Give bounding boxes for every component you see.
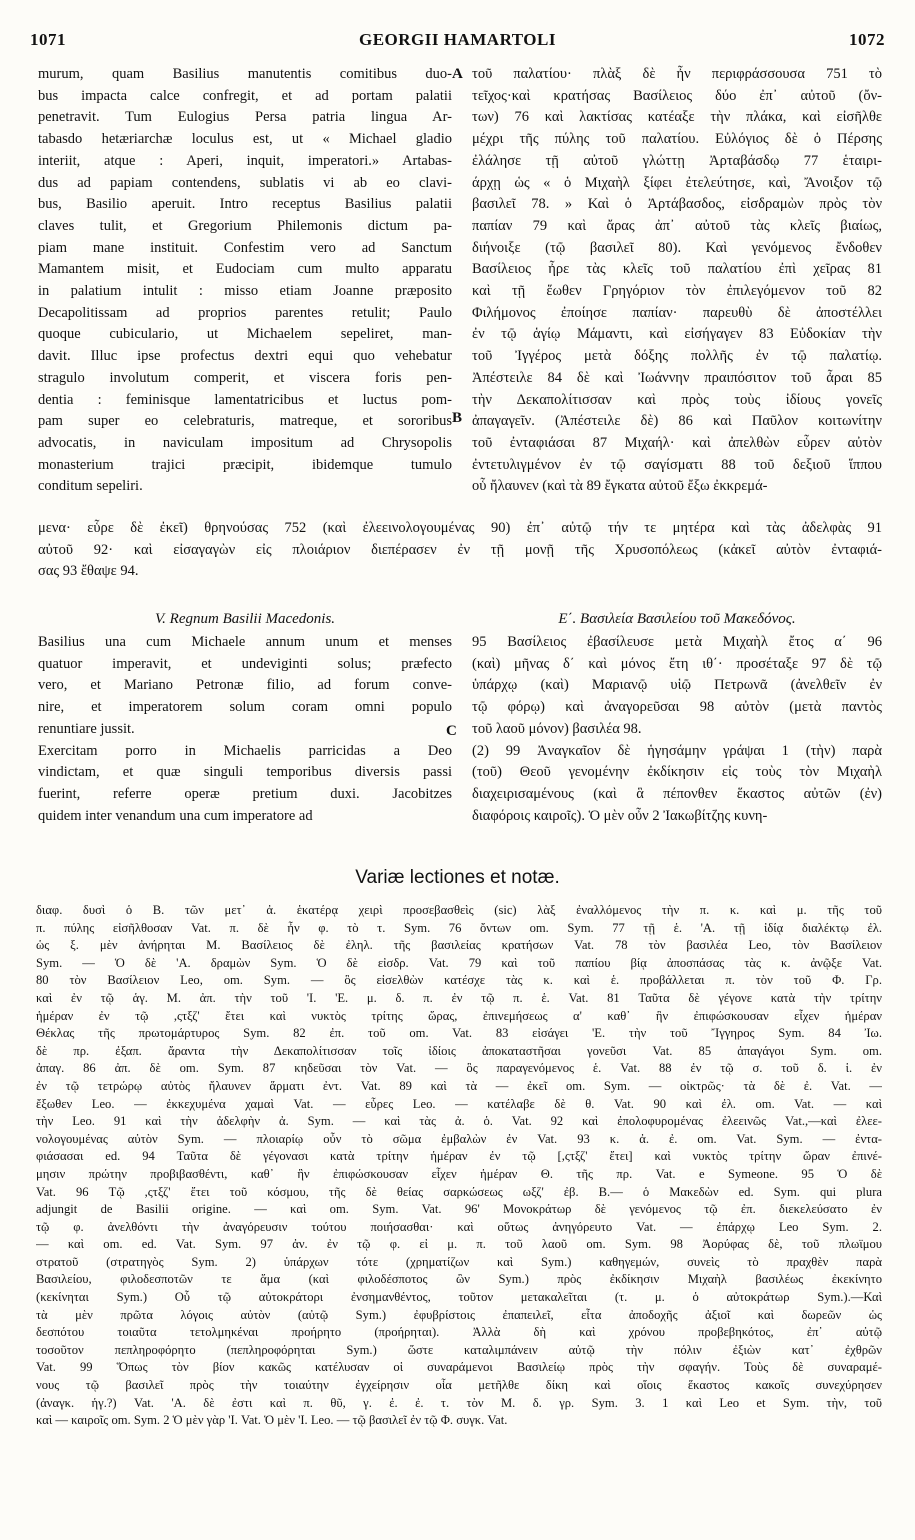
note-line: — καὶ om. ed. Vat. Sym. 97 ἀν. ἐν τῷ φ. εἰ μ. π. τοῦ λαοῦ om. Sym. 98 Ἀορύφας δὲ, τοῦ πλωϊμου [36, 1237, 882, 1252]
note-line: ἐν τῷ τετρώρῳ αὐτὸς ἤλαυνεν ἅρματι ἐντ. Vat. 89 καὶ τὰ — ἐκεῖ om. Sym. — οἰκτρῶς· τὰ δὲ ἐ. Vat. — [36, 1078, 882, 1093]
latin-text-line: Exercitam porro in Michaelis parricidas a Deo [38, 742, 452, 759]
latin-text-line: quoque cubiculario, ut Michaelem sepeliret, man- [38, 326, 452, 343]
running-header [30, 30, 885, 54]
latin-text-line: advocatis, in naviculam impositum ad Chrysopolis [38, 434, 452, 451]
greek-text-line: διαχειρισαμένους (καὶ ἃ πέπονθεν ἕκαστος αὐτῶν (ἐν) [472, 785, 882, 802]
latin-text-line: quatuor imperavit, et undeviginti solus; præfecto [38, 655, 452, 672]
greek-text-line: των) 76 καὶ λακτίσας κατέαξε τὴν πλάκα, καὶ εἰσῆλθε [472, 109, 882, 126]
greek-text-line: τὴν Δεκαπολίτισσαν καὶ πρὸς τοὺς ἰδίους γονεῖς [472, 391, 882, 408]
greek-text-line: οὗ ἤλαυνεν (καὶ τὰ 89 ἔγκατα αὐτοῦ ἔξω ἐκκρεμά- [472, 478, 768, 495]
note-line: Θέκλας τῆς πρωτομάρτυρος Sym. 82 ἐπ. τοῦ om. Vat. 83 εἰσάγει 'Ε. τὴν τοῦ Ἴγγηρος Sym. 84 Ἰω. [36, 1026, 882, 1041]
greek-text-line: Ἀπέστειλε 84 δὲ καὶ Ἰωάννην πραιπόσιτον τοῦ ἆραι 85 [472, 369, 882, 386]
greek-text-line: (2) 99 Ἀναγκαῖον δὲ ἡγησάμην γράψαι 1 (τὴν) παρὰ [472, 742, 882, 759]
greek-column-bottom [472, 632, 882, 827]
greek-text-line: ἐν τῷ ἁγίῳ Μάμαντι, καὶ εἰσήγαγεν 83 Εὐδοκίαν τὴν [472, 326, 882, 343]
note-line: Βασιλείου, φιλοδεσποτῶν τε ἅμα (καὶ φιλοδέσποτος ὢν Sym.) πρὸς ἐκδίκησιν Μιχαὴλ βασιλέως ἐκεκίνητο [36, 1272, 882, 1287]
margin-marker-b: B [452, 410, 463, 426]
note-line: νους τῷ βασιλεῖ πρὸς τὴν τοιαύτην ἐγχείρησιν οἷα μετῆλθε δίκη καὶ οἵοις ἕκαστος κακοῖς συνεχύρησεν [36, 1378, 882, 1393]
greek-text-line: Βασίλειος ἦρε τὰς κλεῖς τοῦ παλατίου ἐπὶ χεῖρας 81 [472, 261, 882, 278]
latin-text-line: tabasdo hetæriarchæ loculus est, ut « Michael gladio [38, 131, 452, 148]
note-line: δεσπότου τοιαῦτα τετολμηκέναι προήρητο (προήρηται). Ἀλλὰ δὴ καὶ χρόνου προβεβηκότος, ἐπ᾽ αὐτῷ [36, 1325, 882, 1340]
note-line: Vat. 99 Ὅπως τὸν βίον κακῶς κατέλυσαν οἱ συναράμενοι Βασιλείῳ πρὸς τὴν σφαγήν. Τοὺς δὲ συναραμέ- [36, 1360, 882, 1375]
greek-text-line: ἐλάλησε τῇ αὐτοῦ γλώττῃ Ἀρταβάσδῳ 77 ἑταιρι- [472, 152, 882, 169]
latin-text-line: penetravit. Tum Eulogius Persa patria lingua Ar- [38, 109, 452, 126]
note-line: ἀπαγ. 86 ἀπ. δὲ om. Sym. 87 κηδεῦσαι τὸν Vat. — ὃς παραγενόμενος ἑ. Vat. 88 ἐν τῷ σ. τοῦ δ. ἱ. ἐν [36, 1061, 882, 1076]
greek-text-line: άρχῃ ὡς « ὁ Μιχαὴλ ξίφει ἐτελεύτησε, καὶ, Ἄνοιξον τῷ [472, 174, 882, 191]
note-line: (κεκίνηται Sym.) Οὗ τῷ αὐτοκράτορι ἐνσημανθέντος, τοῦτον μετακαλεῖται (τ. μ. ὁ αὐτοκράτωρ Sym.).—Καὶ [36, 1290, 882, 1305]
note-line: μησιν πρώτην προβιβασθέντι, καθ᾽ ἣν ἐπιφώσκουσαν εἶχεν ἡμέραν Θ. τῆς πρ. Vat. e Symeone. 95 Ὁ δὲ [36, 1166, 882, 1181]
latin-text-line: Basilius una cum Michaele annum unum et menses [38, 634, 452, 650]
notes-heading: Variæ lectiones et notæ. [355, 867, 560, 888]
variant-readings-notes [36, 902, 882, 1430]
greek-text-line: βασιλεῖ 78. » Καὶ ὁ Ἀρτάβασδος, εἰσδραμὼν πρὸς τὸν [472, 196, 882, 213]
latin-text-line: pam super eo celebraturis, matreque, et sororibus [38, 413, 452, 430]
page-number-right: 1072 [849, 30, 885, 49]
running-title: GEORGII HAMARTOLI [359, 30, 556, 49]
note-line: ἡμέραν ἐν τῷ ,ςτξζ' ἔτει καὶ νυκτὸς τρίτης ὥρας, ἐπινεμήσεως α' καθ᾽ ἣν ἐπιφώσκουσαν εἶχεν ἡμέραν [36, 1008, 882, 1023]
section-title-latin: V. Regnum Basilii Macedonis. [154, 611, 336, 627]
note-line: 80 τὸν Βασίλειον Leo, om. Sym. — ὃς εἰσελθὼν κατέσχε τὰς κ. καὶ ἑ. προβάλλεται π. τὸν τοῦ Φ. Γρ. [36, 973, 882, 988]
note-line: ὡς ξ. μὲν ἀνήρηται M. Βασίλειος δὲ ἐληλ. τῆς βασιλείας κρατήσων Vat. 78 τὸν βασιλέα Leo, τὸν Βασίλειον [36, 938, 882, 953]
greek-text-line: ἐντετυλιγμένον ἐν τῷ σαγίσματι 88 τοῦ δεξιοῦ ἵππου [472, 456, 882, 473]
note-line: δὲ πρ. ἐξαπ. ἄραντα τὴν Δεκαπολίτισσαν τοῖς ἰδίοις ἀποκαταστῆσαι γονεῦσι Vat. 85 ἀπαγάγοι Sym. om. [36, 1043, 882, 1058]
greek-text-line: (τοῦ) Θεοῦ γενομένην ἐκδίκησιν εἰς τοὺς τὸν Μιχαὴλ [472, 764, 882, 781]
latin-text-line: vero, et Mariano Petronæ filio, ad forum conve- [38, 677, 452, 694]
note-line: καὶ — καιροῖς om. Sym. 2 Ὁ μὲν γὰρ 'Ι. Vat. Ὁ μὲν 'Ι. Leo. — τῷ βασιλεῖ ἐν τῷ Φ. συγκ. Vat. [36, 1413, 508, 1428]
margin-marker-a: A [452, 66, 463, 82]
note-line: τὰ μὲν πρῶτα λόγοις αὐτὸν (αὐτῷ Sym.) ἐφυβρίστοις ἐπαπειλεῖ, εἶτα ἀποδοχῆς ἀξιοῖ καὶ δωρεῶν ὡς [36, 1307, 882, 1322]
greek-text-line: διήνοιξε (τῷ βασιλεῖ 80). Καὶ γενόμενος ἔνδοθεν [472, 239, 882, 256]
latin-text-line: monasterium trajici præcipit, ibidemque tumulo [38, 456, 452, 473]
latin-text-line: bus impacta calce confregit, et ad portam palatii [38, 87, 452, 104]
greek-text-line: διαφόροις καιροῖς). Ὁ μὲν οὖν 2 Ἰακωβίτζης κυνη- [472, 807, 768, 824]
latin-text-line: nire, et imperatorem solum coram omni populo [38, 699, 452, 716]
latin-text-line: dus ad papiam contendens, sublatis vi ab eo clavi- [38, 174, 452, 191]
note-line: καὶ ἐν τῷ ἁγ. M. ἀπ. τὴν τοῦ 'Ι. 'Ε. μ. δ. π. ἐν τῷ π. ἑ. Vat. 81 Ταῦτα δὲ γέγονε κατὰ τὴν τρίτην [36, 990, 882, 1005]
greek-text-line: Φιλήμονος ἐποίησε παπίαν· παρευθὺ δὲ ἀποστέλλει [472, 304, 882, 321]
note-line: διαφ. δυσὶ ὁ Β. τῶν μετ᾽ ἀ. ἑκατέρᾳ χειρὶ προσεβασθεὶς (sic) λὰξ ἐναλλόμενος τὴν π. κ. καὶ μ. τῆς τοῦ [36, 903, 882, 917]
greek-text-line: σας 93 ἔθαψε 94. [38, 563, 139, 580]
greek-text-line: τεῖχος·καὶ κρατήσας Βασίλειος δύο ἐπ᾽ αὐτοῦ (ὄν- [472, 87, 882, 104]
latin-text-line: fuerint, referre operæ pretium duxi. Jacobitzes [38, 785, 452, 802]
greek-text-line: αὐτοῦ 92· καὶ εἰσαγαγὼν εἰς πλοιάριον διεπέρασεν ἐν τῇ μονῇ τῆς Χρυσοπόλεως (κἀκεῖ αὐτὸν ἐνταφιά- [38, 541, 882, 558]
greek-text-line: μέχρι τῆς πύλης τοῦ παλατίου. Εὐλόγιος δὲ ὁ Πέρσης [472, 131, 882, 148]
latin-text-line: piam mane instituit. Confestim vero ad Sanctum [38, 239, 452, 256]
latin-text-line: quidem inter venandum una cum imperatore ad [38, 807, 313, 824]
note-line: Vat. 96 Τῷ ,ςτξζ' ἔτει τοῦ κόσμου, τῆς δὲ θείας σαρκώσεως ωξζ' ἐβ. Β.— ὁ Μακεδὼν ed. Sym. qui plura [36, 1184, 882, 1199]
note-line: τὴν Leo. 91 καὶ τὴν ἀδελφὴν ἀ. Sym. — καὶ τὰς ἀ. ὁ. Vat. 92 καὶ ἐπολοφυρομένας ἐλεεινῶς Vat.,—καὶ ἐλεε- [36, 1114, 882, 1129]
note-line: τῷ φ. ἀνελθόντι τὴν ἀναγόρευσιν τούτου ποιήσασθαι· καὶ οὕτως ἀνηγόρευτο Vat. — ἐπάρχῳ Leo Sym. 2. [36, 1219, 882, 1234]
note-line: τοσοῦτον πεπληροφόρητο (πεπληροφόρηται Sym.) ὥστε καταλιμπάνειν αὐτῷ τὴν πόλιν ἐξιὼν κατ᾽ ἐχθρῶν [36, 1342, 882, 1357]
section-title-greek: Ε΄. Βασιλεία Βασιλείου τοῦ Μακεδόνος. [558, 611, 796, 627]
page-number-left: 1071 [30, 30, 66, 49]
note-line: φιάσασαι ed. 94 Ταῦτα δὲ γέγονασι κατὰ τρίτην ἡμέραν ἐν τῷ [,ςτξζ' ἔτει] καὶ νυκτὸς τρίτην ὥραν ἐπινέ- [36, 1149, 882, 1164]
latin-text-line: Mamantem misit, et Eudociam cum multo apparatu [38, 261, 452, 278]
latin-text-line: bus, Basilio aperuit. Intro receptus Basilius palatii [38, 196, 452, 213]
latin-column-bottom [38, 632, 452, 827]
greek-text-line: τοῦ παλατίου· πλὰξ δὲ ἦν περιφράσσουσα 751 τὸ [472, 66, 882, 82]
latin-text-line: stragulo involutum comperit, et viscera foris pen- [38, 369, 452, 386]
greek-text-line: τοῦ λαοῦ μόνον) βασιλέα 98. [472, 720, 642, 737]
greek-text-line: 95 Βασίλειος ἐβασίλευσε μετὰ Μιχαὴλ ἔτος α΄ 96 [472, 634, 882, 650]
greek-text-line: (καὶ) μῆνας δ΄ καὶ μόνος ἔτη ιθ΄· προσέταξε 97 δὲ τῷ [472, 655, 882, 672]
greek-text-line: ὑπάρχῳ (καὶ) Μαριανῷ υἱῷ Πετρωνᾶ (ἀνελθεῖν ἐν [472, 677, 882, 694]
latin-column-top [38, 64, 452, 498]
latin-text-line: davit. Illuc ipse profectus dextri equi quo vehebatur [38, 348, 452, 365]
greek-text-line: ἀπαγαγεῖν. (Ἀπέστειλε δὲ) 86 καὶ Παῦλον κοιτωνίτην [472, 413, 882, 430]
latin-text-line: in palatium intulit : misso etiam Joanne præposito [38, 283, 452, 300]
margin-marker-c: C [446, 723, 457, 739]
note-line: (ἀναγκ. ἡγ.?) Vat. 'Α. δὲ ἐστι καὶ π. θῦ, γ. ἐ. ἐ. τ. τὸν M. δ. γρ. Sym. 3. 1 καὶ Leo et Sym. τὴν, τοῦ [36, 1395, 882, 1410]
full-width-continuation [38, 518, 882, 583]
latin-text-line: claves tulit, et Gregorium Philemonis dictum pa- [38, 217, 452, 234]
latin-text-line: renuntiare jussit. [38, 720, 135, 737]
greek-column-top [472, 64, 882, 498]
greek-text-line: τοῦ Ἰγγέρος μετὰ δόξης πολλῆς ἐν τῷ παλατίῳ. [472, 348, 882, 365]
note-line: στρατοῦ (στρατηγὸς Sym. 2) ὑπάρχων τότε (χρηματίζων καὶ Sym.) καθηγεμών, συνεὶς τὸ πραχθὲν παρὰ [36, 1254, 882, 1269]
latin-text-line: interiit, atque : Aperi, inquit, imperatori.» Artabas- [38, 152, 452, 169]
latin-text-line: conditum sepeliri. [38, 478, 143, 495]
note-line: π. πύλης εἰσῆλθοσαν Vat. π. δὲ ἦν φ. τὸ τ. Sym. 76 ὄντων om. Sym. 77 τῇ ἑ. 'Α. τῇ ἰδίᾳ διαλέκτῳ ἐλ. [36, 920, 882, 935]
greek-text-line: καὶ τῇ ἕωθεν Γρηγόριον τὸν ἐπιλεγόμενον τοῦ 82 [472, 283, 882, 300]
latin-text-line: murum, quam Basilius manutentis comitibus duo- [38, 66, 452, 82]
latin-text-line: Decapolitissam ad proprios parentes retulit; Paulo [38, 304, 452, 321]
greek-text-line: μενα· εὗρε δὲ ἐκεῖ) θρηνούσας 752 (καὶ ἐλεεινολογουμένας 90) ἐπ᾽ αὐτῷ τήν τε μητέρα καὶ τὰς ἀδελφὰς 91 [38, 520, 882, 536]
note-line: adjungit de Basilii origine. — καὶ om. Sym. Vat. 96' Μονοκράτωρ δὲ γενόμενος τῷ ἐπ. διεκελεύσατο ἐν [36, 1202, 882, 1217]
latin-text-line: vindictam, et quæ singuli temporibus diversis passi [38, 764, 452, 781]
greek-text-line: παπίαν 79 καὶ ἄρας ἀπ᾽ αὐτοῦ τὰς κλεῖς βιαίως, [472, 217, 882, 234]
note-line: ἔξωθεν Leo. — ἐκκεχυμένα χαμαὶ Vat. — εὗρες Leo. — κατέλαβε δὲ θ. Vat. 90 καὶ ἐλ. om. Vat. — καὶ [36, 1096, 882, 1111]
greek-text-line: τοῦ ἐνταφιάσαι 87 Μιχαήλ· καὶ ἀπελθὼν εὗρεν αὐτὸν [472, 434, 882, 451]
latin-text-line: dentia : feminisque lamentatricibus et luctus pom- [38, 391, 452, 408]
note-line: νολογουμένας αὐτὸν Sym. — πλοιαρίῳ οὖν τὸ σῶμα ἐμβαλὼν ἐν Vat. 93 κ. ἀ. ἐ. om. Vat. Sym. — ἐντα- [36, 1131, 882, 1146]
note-line: Sym. — Ὁ δὲ 'Α. δραμὼν Sym. Ὁ δὲ εἰσδρ. Vat. 79 καὶ τοῦ παπίου βίᾳ ἀποσπάσας τὰς κ. ἀνῷξε Vat. [36, 955, 882, 970]
greek-text-line: τῷ φόρῳ) καὶ ἀναγορεῦσαι 98 αὐτὸν (μετὰ παντὸς [472, 699, 882, 716]
